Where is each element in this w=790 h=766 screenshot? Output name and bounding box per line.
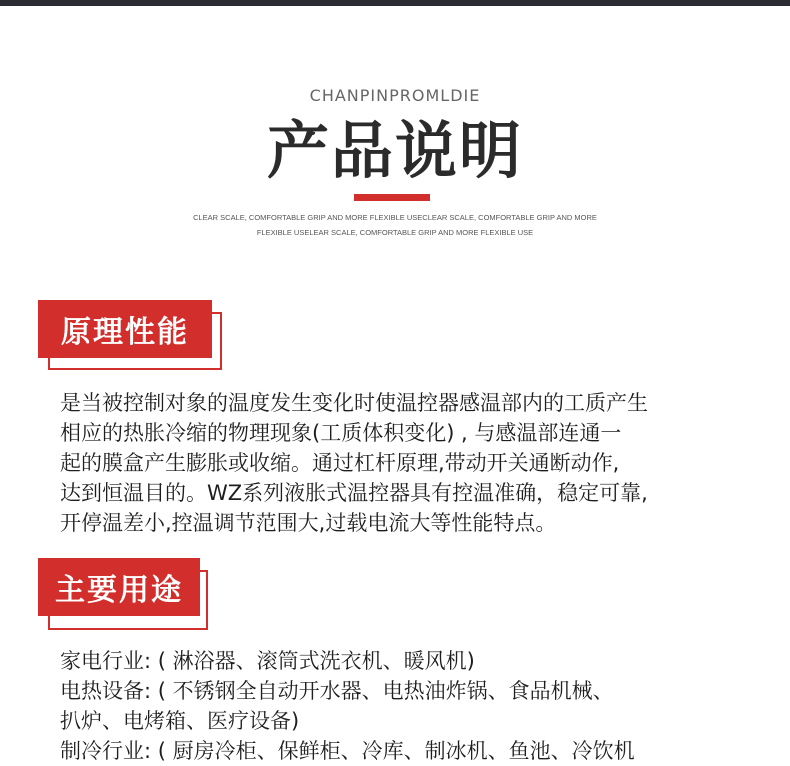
- heading-label: 原理性能: [38, 300, 212, 358]
- tagline-line-1: CLEAR SCALE, COMFORTABLE GRIP AND MORE FLEXIBLE USECLEAR SCALE, COMFORTABLE GRIP AND MORE: [193, 213, 597, 222]
- paragraph-line: 相应的热胀冷缩的物理现象(工质体积变化) , 与感温部连通一: [60, 421, 622, 445]
- page-title: 产品说明: [266, 114, 523, 187]
- tagline: [150, 210, 640, 240]
- paragraph-line: 电热设备: ( 不锈钢全自动开水器、电热油炸锅、食品机械、: [60, 679, 614, 703]
- paragraph-line: 是当被控制对象的温度发生变化时使温控器感温部内的工质产生: [60, 391, 648, 415]
- uses-paragraph: [60, 646, 760, 766]
- title-underline: [354, 194, 430, 201]
- heading-label: 主要用途: [38, 558, 200, 616]
- paragraph-line: 起的膜盒产生膨胀或收缩。通过杠杆原理,带动开关通断动作,: [60, 451, 620, 475]
- paragraph-line: 扒炉、电烤箱、医疗设备): [60, 709, 300, 733]
- paragraph-line: 家电行业: ( 淋浴器、滚筒式洗衣机、暖风机): [60, 649, 475, 673]
- english-subtitle: CHANPINPROMLDIE: [309, 86, 481, 105]
- section-heading-uses: [38, 558, 218, 630]
- tagline-line-2: FLEXIBLE USELEAR SCALE, COMFORTABLE GRIP AND MORE FLEXIBLE USE: [256, 228, 534, 237]
- section-heading-principle: [38, 300, 228, 372]
- top-bar: [0, 0, 790, 6]
- principle-paragraph: [60, 388, 760, 538]
- paragraph-line: 制冷行业: ( 厨房冷柜、保鲜柜、冷库、制冰机、鱼池、冷饮机: [60, 739, 635, 763]
- paragraph-line: 开停温差小,控温调节范围大,过载电流大等性能特点。: [60, 511, 557, 535]
- paragraph-line: 达到恒温目的。WZ系列液胀式温控器具有控温准确，稳定可靠,: [60, 481, 648, 505]
